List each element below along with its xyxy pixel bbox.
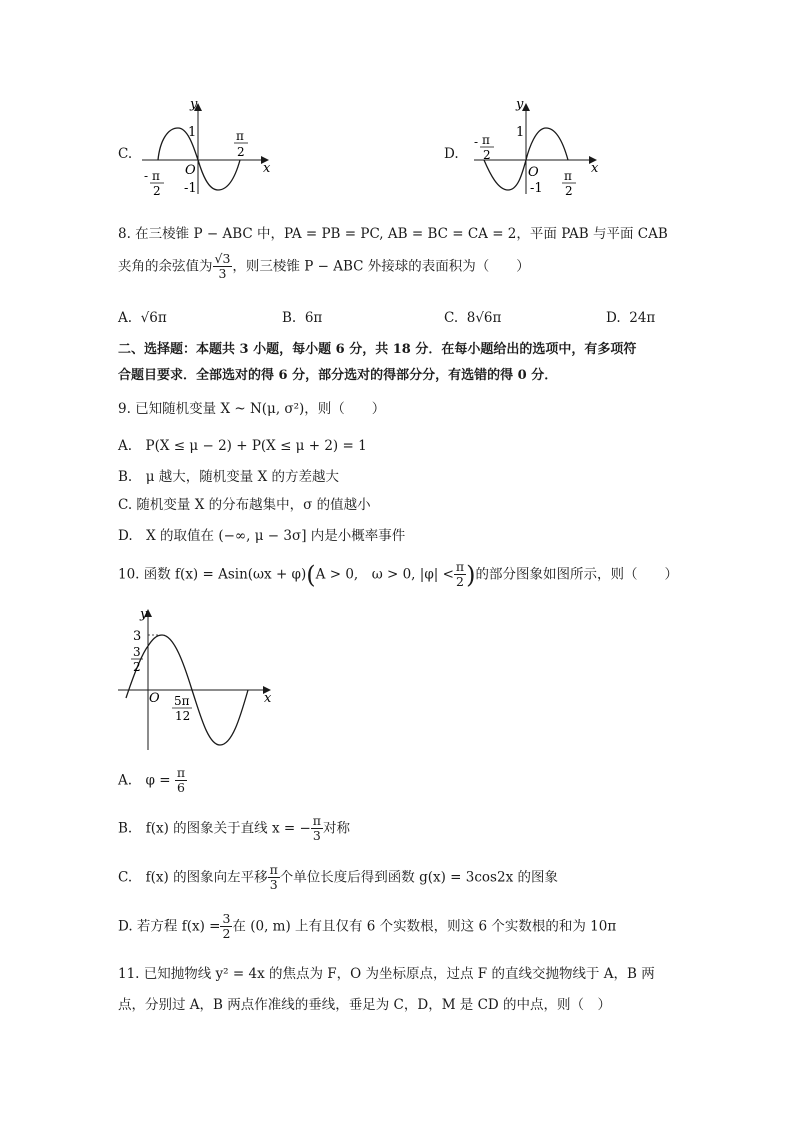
tick-pi: π: [236, 129, 244, 143]
tick-neg-one: -1: [530, 181, 543, 196]
x-label: x: [591, 161, 599, 176]
tick-three: 3: [133, 629, 142, 644]
q10-option-c: C. f(x) 的图象向左平移 $\frac{\pi}{3}$ 个单位长度后得到函数 g(x) = 3cos2x 的图象: [118, 862, 558, 893]
q10-option-d: D. 若方程 f(x) = $\frac{3}{2}$ 在 (0, m) 上有且仅有 6 个实数根，则这 6 个实数根的和为 10π: [118, 911, 617, 942]
tick-neg-two: 2: [483, 148, 491, 162]
tick-two: 2: [237, 145, 245, 159]
tick-neg: -: [144, 169, 149, 183]
tick-12: 12: [175, 709, 191, 723]
q10-option-a: A. φ = $\frac{\pi}{6}$: [118, 765, 186, 796]
tick-three-half-den: 2: [133, 660, 141, 674]
y-label: y: [140, 607, 148, 622]
q8-line2b: ，则三棱锥 P − ABC 外接球的表面积为（ ）: [232, 258, 530, 275]
q9-option-a: A. P(X ≤ μ − 2) + P(X ≤ μ + 2) = 1: [118, 438, 367, 454]
q10-stem: 10. 函数 f(x) = Asin(ωx + φ)(A > 0, ω > 0, |φ| < $\frac{\pi}{2}$ )的部分图象如图所示，则（ ）: [118, 559, 679, 590]
q10-graph: [118, 604, 282, 754]
q9-option-c: C. 随机变量 X 的分布越集中，σ 的值越小: [118, 497, 371, 513]
q9-option-b: B. μ 越大，随机变量 X 的方差越大: [118, 469, 339, 485]
q8-option-d: D. 24π: [606, 310, 656, 326]
graph-d: [466, 98, 606, 198]
q8-line2a: 夹角的余弦值为: [118, 258, 213, 275]
q11-line1: 11. 已知抛物线 y² = 4x 的焦点为 F，O 为坐标原点，过点 F 的直线交抛物线于 A，B 两: [118, 966, 655, 982]
tick-one: 1: [516, 125, 525, 140]
tick-neg-one: -1: [184, 181, 197, 196]
origin-label: O: [149, 691, 160, 706]
origin-label: O: [185, 163, 196, 178]
tick-neg-pi: π: [152, 169, 160, 183]
tick-neg-pi: π: [482, 133, 490, 147]
tick-two: 2: [565, 184, 573, 198]
x-label: x: [263, 161, 271, 176]
tick-neg-two: 2: [153, 184, 161, 198]
tick-three-half-num: 3: [133, 645, 141, 659]
y-label: y: [190, 98, 198, 112]
curve: [158, 128, 240, 190]
q8-option-c: C. 8√6π: [444, 310, 502, 326]
tick-5pi: 5π: [174, 694, 190, 708]
origin-label: O: [528, 165, 539, 180]
q10-option-b: B. f(x) 的图象关于直线 x = − $\frac{\pi}{3}$ 对称: [118, 813, 350, 844]
tick-neg: -: [474, 135, 479, 149]
q8-line1: 8. 在三棱锥 P − ABC 中，PA = PB = PC, AB = BC = CA = 2，平面 PAB 与平面 CAB: [118, 226, 668, 242]
section2-line2: 合题目要求．全部选对的得 6 分，部分选对的得部分分，有选错的得 0 分．: [118, 368, 558, 383]
graph-c: [138, 98, 278, 198]
tick-one: 1: [188, 125, 197, 140]
q8-option-b: B. 6π: [282, 310, 323, 326]
q8-fraction: $\frac{√3}{3}$: [214, 251, 231, 282]
q9-option-d: D. X 的取值在 (−∞, μ − 3σ] 内是小概率事件: [118, 528, 406, 544]
graph-d-label: D.: [444, 146, 459, 162]
y-label: y: [516, 98, 524, 112]
section2-line1: 二、选择题：本题共 3 小题，每小题 6 分，共 18 分．在每小题给出的选项中，有多项符: [118, 342, 637, 357]
q8-option-a: A. √6π: [118, 310, 167, 326]
q9-stem: 9. 已知随机变量 X ~ N(μ, σ²)，则（ ）: [118, 401, 386, 417]
tick-pi: π: [564, 169, 572, 183]
graph-c-label: C.: [118, 146, 133, 162]
q8-line2: [118, 252, 530, 282]
q11-line2: 点，分别过 A，B 两点作准线的垂线，垂足为 C，D，M 是 CD 的中点，则（ ）: [118, 997, 612, 1013]
x-label: x: [264, 691, 272, 706]
